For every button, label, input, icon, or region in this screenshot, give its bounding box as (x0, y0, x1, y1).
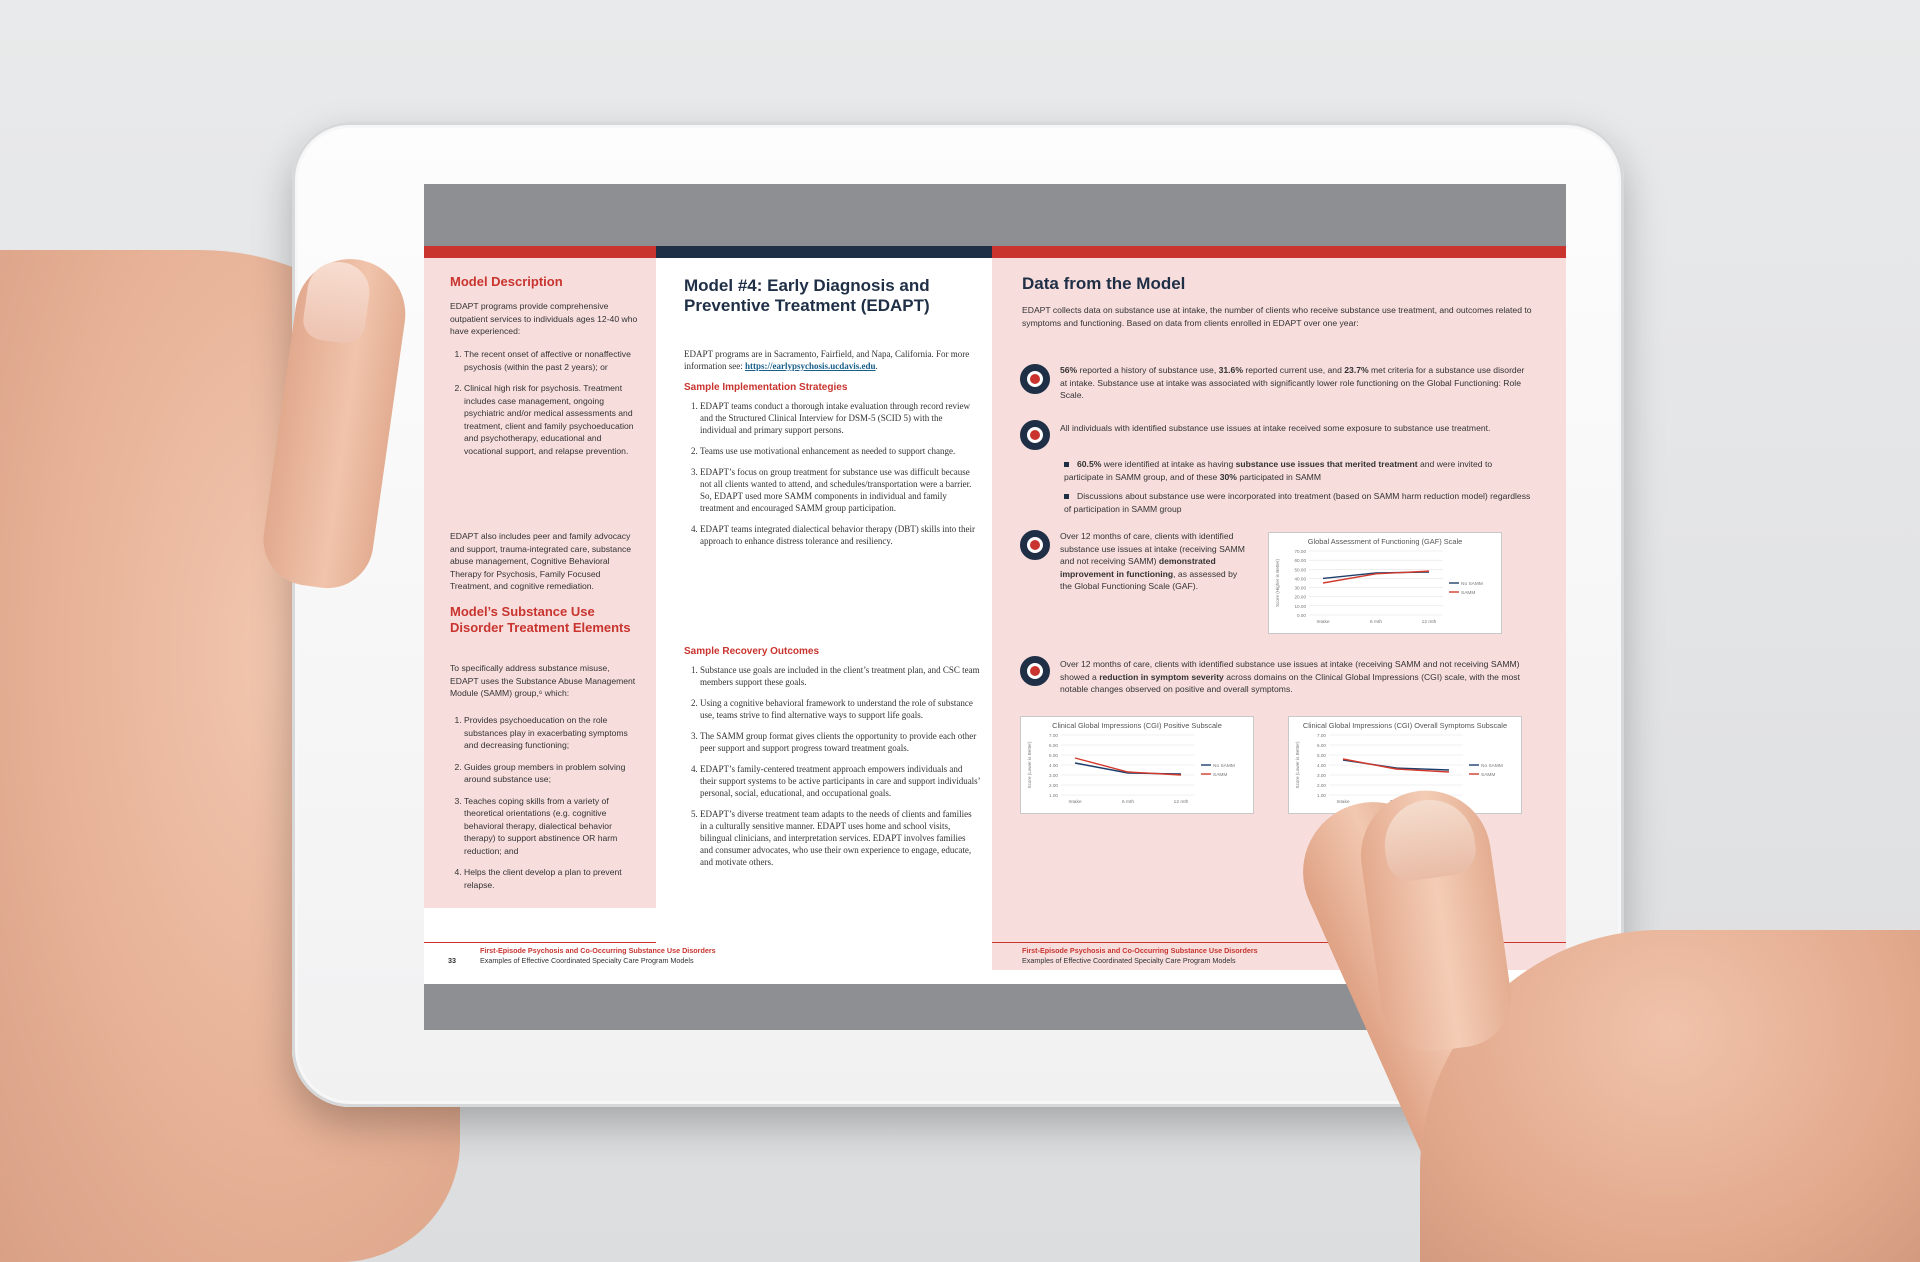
list-item: 2. Clinical high risk for psychosis. Treatment includes case management, ongoing psychiatric and/or medical assessments and treatment, client and family psychoeducation and psychotherapy, educational and vocational support, and relapse prevention. (464, 382, 640, 457)
gaf-chart (1268, 532, 1502, 634)
y-tick-label: 1.00 (1317, 793, 1326, 798)
x-tick-label: 12 mth (1421, 620, 1437, 625)
model-description-list (448, 348, 640, 466)
top-gray-band (424, 184, 1566, 246)
y-tick-label: 4.00 (1317, 763, 1326, 768)
y-tick-label: 6.00 (1049, 743, 1058, 748)
legend-label: No SAMM (1481, 764, 1503, 769)
chart-title: Global Assessment of Functioning (GAF) Scale (1307, 537, 1463, 546)
y-tick-label: 50.00 (1294, 567, 1306, 573)
list-item: 3. The SAMM group format gives clients the opportunity to provide each other peer support and support progress toward treatment goals. (700, 730, 980, 754)
legend-label: SAMM (1213, 773, 1228, 778)
data-subpoint-2: Discussions about substance use were incorporated into treatment (based on SAMM harm reduction model) regardless of participation in SAMM group (1064, 491, 1531, 514)
y-tick-label: 2.00 (1049, 783, 1058, 788)
cgi-positive-chart (1020, 716, 1254, 814)
legend-label: SAMM (1461, 591, 1476, 596)
middle-column (656, 258, 993, 970)
chart-plot (1269, 533, 1501, 633)
chart-title: Clinical Global Impressions (CGI) Overall Symptoms Subscale (1302, 721, 1508, 730)
model-title: Model #4: Early Diagnosis and Preventive Treatment (EDAPT) (684, 276, 930, 315)
footer-left: First-Episode Psychosis and Co-Occurring Substance Use Disorders Examples of Effective Coordinated Specialty Care Program Models (480, 946, 716, 965)
x-tick-label: Intake (1068, 800, 1082, 805)
model-description-intro: EDAPT programs provide comprehensive outpatient services to individuals ages 12-40 who have experienced: (450, 301, 638, 336)
x-tick-label: Intake (1316, 620, 1330, 625)
footer-rule-left (424, 942, 656, 943)
accent-bar-middle (656, 246, 992, 258)
list-item: 1. The recent onset of affective or nonaffective psychosis (within the past 2 years); or (464, 348, 640, 373)
accent-bar-right (992, 246, 1566, 258)
strategies-heading: Sample Implementation Strategies (684, 382, 848, 393)
model-description-extra: EDAPT also includes peer and family advocacy and support, trauma-integrated care, substance abuse management, Cognitive Behavioral Therapy for Psychosis, Family Focused Treatment, and cognitive remediation. (450, 531, 632, 591)
list-item: 4. EDAPT’s family-centered treatment approach empowers individuals and their support systems to be active participants in care and support individuals’ personal, social, educational, and occupational goals. (700, 763, 980, 799)
target-bullet-icon (1020, 530, 1050, 560)
y-tick-label: 30.00 (1294, 585, 1306, 591)
substance-elements-list (448, 714, 640, 900)
y-tick-label: 4.00 (1049, 763, 1058, 768)
list-item: 1. EDAPT teams conduct a thorough intake evaluation through record review and the Structured Clinical Interview for DSM-5 (SCID 5) with the individual and primary support persons. (700, 400, 980, 436)
x-tick-label: 6 mth (1370, 620, 1382, 625)
list-item: 3. EDAPT’s focus on group treatment for substance use was difficult because not all clients wanted to attend, and schedules/transportation were a barrier. So, EDAPT used more SAMM components in individual and family treatment and encouraged SAMM group participation. (700, 466, 980, 514)
square-bullet-icon (1064, 462, 1069, 467)
y-tick-label: 20.00 (1294, 594, 1306, 600)
data-point-1: 56% reported a history of substance use, 31.6% reported current use, and 23.7% met criteria for a substance use disorder at intake. Substance use at intake was associated with significantly lower role functioning on the Global Functioning: Role Scale. (1060, 365, 1525, 400)
y-tick-label: 70.00 (1294, 549, 1306, 554)
legend-label: SAMM (1481, 773, 1496, 778)
y-axis-label: Score (Higher is Better) (1275, 559, 1280, 607)
y-tick-label: 0.00 (1297, 613, 1306, 618)
y-tick-label: 3.00 (1049, 773, 1058, 778)
data-point-2: All individuals with identified substance use issues at intake received some exposure to substance use treatment. (1060, 423, 1491, 433)
left-column (424, 258, 656, 908)
list-item: 3. Teaches coping skills from a variety of theoretical orientations (e.g. cognitive behavioral therapy, dialectical behavior therapy) to support abstinence OR harm reduction; and (464, 795, 640, 858)
data-point-4: Over 12 months of care, clients with identified substance use issues at intake (receiving SAMM and not receiving SAMM) showed a reduction in symptom severity across domains on the Clinical Global Impressions (CGI) scale, with the most notable changes observed on positive and overall symptoms. (1060, 659, 1520, 694)
accent-bar-left (424, 246, 656, 258)
data-heading: Data from the Model (1022, 274, 1186, 293)
list-item: 2. Using a cognitive behavioral framework to understand the role of substance use, teams strive to find alternative ways to support life goals. (700, 697, 980, 721)
substance-elements-intro: To specifically address substance misuse, EDAPT uses the Substance Abuse Management Module (SAMM) group,⁶ which: (450, 663, 636, 698)
list-item: 2. Teams use use motivational enhancement as needed to support change. (700, 445, 980, 457)
model-intro: EDAPT programs are in Sacramento, Fairfield, and Napa, California. For more information see: https://earlypsychosis.ucdavis.edu. (684, 349, 970, 371)
list-item: 4. EDAPT teams integrated dialectical behavior therapy (DBT) skills into their approach to enhance distress tolerance and resiliency. (700, 523, 980, 547)
list-item: 2. Guides group members in problem solving around substance use; (464, 761, 640, 786)
outcomes-heading: Sample Recovery Outcomes (684, 646, 820, 657)
legend-label: No SAMM (1213, 764, 1235, 769)
model-description-heading: Model Description (450, 274, 563, 289)
y-axis-label: Score (Lower is Better) (1027, 741, 1032, 789)
data-intro: EDAPT collects data on substance use at intake, the number of clients who receive substance use treatment, and outcomes related to symptoms and functioning. Based on data from clients enrolled in EDAPT over one year: (1022, 305, 1532, 328)
y-tick-label: 7.00 (1317, 733, 1326, 738)
footer-right: First-Episode Psychosis and Co-Occurring Substance Use Disorders Examples of Effective Coordinated Specialty Care Program Models (1022, 946, 1258, 965)
x-tick-label: Intake (1336, 800, 1350, 805)
data-subpoint-1: 60.5% were identified at intake as having substance use issues that merited treatment and were invited to participate in SAMM group, and of these 30% participated in SAMM (1064, 459, 1493, 482)
target-bullet-icon (1020, 364, 1050, 394)
legend-label: No SAMM (1461, 582, 1483, 587)
page-number: 33 (448, 956, 456, 965)
x-tick-label: 12 mth (1173, 800, 1189, 805)
y-tick-label: 40.00 (1294, 576, 1306, 582)
y-tick-label: 5.00 (1049, 753, 1058, 758)
chart-plot (1021, 717, 1253, 813)
y-axis-label: Score (Lower is Better) (1295, 741, 1300, 789)
y-tick-label: 60.00 (1294, 558, 1306, 564)
list-item: 1. Provides psychoeducation on the role substances play in exacerbating symptoms and decreasing functioning; (464, 714, 640, 752)
square-bullet-icon (1064, 494, 1069, 499)
outcomes-list (684, 664, 980, 877)
strategies-list (684, 400, 980, 556)
list-item: 5. EDAPT’s diverse treatment team adapts to the needs of clients and families in a culturally sensitive manner. EDAPT uses home and school visits, bilingual clinicians, and interpretation services. EDAPT involves families and consumer advocates, who use their own experience to engage, educate, and motivate others. (700, 808, 980, 868)
y-tick-label: 5.00 (1317, 753, 1326, 758)
substance-elements-heading: Model’s Substance Use Disorder Treatment Elements (450, 604, 631, 635)
y-tick-label: 10.00 (1294, 603, 1306, 609)
list-item: 1. Substance use goals are included in the client’s treatment plan, and CSC team members support these goals. (700, 664, 980, 688)
x-tick-label: 6 mth (1122, 800, 1134, 805)
program-link[interactable]: https://earlypsychosis.ucdavis.edu (744, 361, 876, 371)
y-tick-label: 7.00 (1049, 733, 1058, 738)
chart-title: Clinical Global Impressions (CGI) Positive Subscale (1052, 721, 1222, 730)
list-item: 4. Helps the client develop a plan to prevent relapse. (464, 866, 640, 891)
data-point-3: Over 12 months of care, clients with identified substance use issues at intake (receiving SAMM and not receiving SAMM) demonstrated improvement in functioning, as assessed by the Global Functioning Scale (GAF). (1060, 531, 1245, 591)
target-bullet-icon (1020, 420, 1050, 450)
y-tick-label: 3.00 (1317, 773, 1326, 778)
series-line (1323, 572, 1429, 578)
target-bullet-icon (1020, 656, 1050, 686)
y-tick-label: 6.00 (1317, 743, 1326, 748)
y-tick-label: 2.00 (1317, 783, 1326, 788)
y-tick-label: 1.00 (1049, 793, 1058, 798)
